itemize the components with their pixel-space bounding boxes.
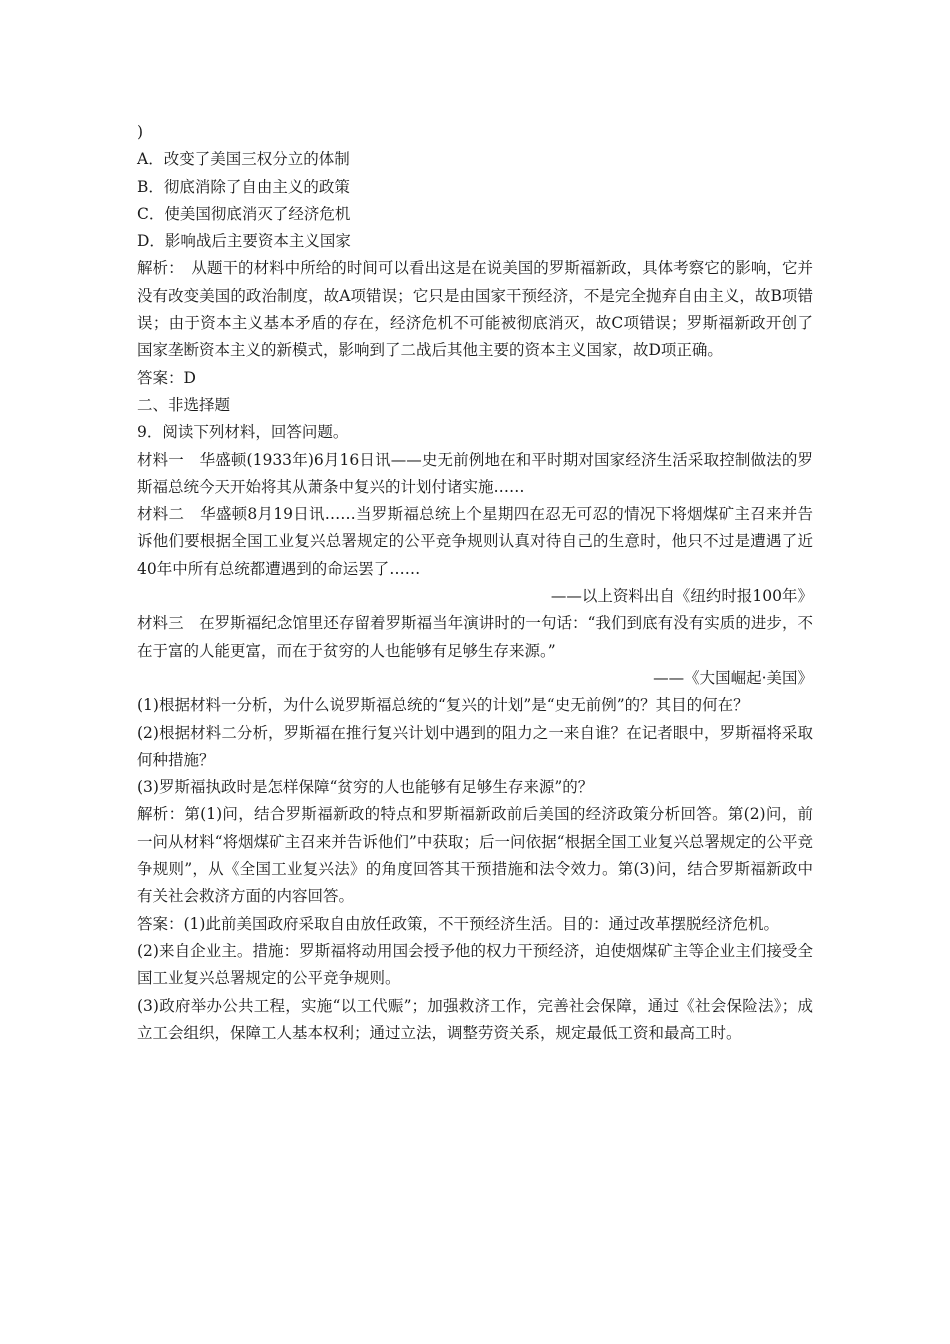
q9-material-3: 材料三 在罗斯福纪念馆里还存留着罗斯福当年演讲时的一句话：“我们到底有没有实质的进步，不在于富的人能更富，而在于贫穷的人也能够有足够生存来源。”: [137, 614, 813, 660]
q8-analysis: 解析： 从题干的材料中所给的时间可以看出这是在说美国的罗斯福新政，具体考察它的影响，它并没有改变美国的政治制度，故A项错误；它只是由国家干预经济，不是完全抛弃自由主义，故B项错误；由于资本主义基本矛盾的存在，经济危机不可能被彻底消灭，故C项错误；罗斯福新政开创了国家垄断资本主义的新模式，影响到了二战后其他主要的资本主义国家，故D项正确。: [137, 259, 813, 360]
q9-question-1: (1)根据材料一分析，为什么说罗斯福总统的“复兴的计划”是“史无前例”的？其目的何在？: [137, 696, 749, 715]
q9-source-1-2: ——以上资料出自《纽约时报100年》: [550, 587, 813, 606]
q9-source-3: ——《大国崛起·美国》: [653, 668, 813, 687]
q9-answer-1: 答案：(1)此前美国政府采取自由放任政策，不干预经济生活。目的：通过改革摆脱经济危机。: [137, 914, 779, 933]
q8-stem-tail: ): [137, 123, 144, 141]
q8-answer: 答案：D: [137, 368, 196, 387]
q9-question-2: (2)根据材料二分析，罗斯福在推行复兴计划中遇到的阻力之一来自谁？在记者眼中，罗斯福将采取何种措施？: [137, 723, 813, 769]
q9-material-2: 材料二 华盛顿8月19日讯……当罗斯福总统上个星期四在忍无可忍的情况下将烟煤矿主召来并告诉他们要根据全国工业复兴总署规定的公平竞争规则认真对待自己的生意时，他只不过是遭遇了近40年中所有总统都遭遇到的命运罢了……: [137, 505, 813, 578]
q8-option-b: B．彻底消除了自由主义的政策: [137, 177, 350, 196]
section-title: 二、非选择题: [137, 395, 231, 414]
q9-question-3: (3)罗斯福执政时是怎样保障“贫穷的人也能够有足够生存来源”的？: [137, 778, 594, 797]
q9-answer-2: (2)来自企业主。措施：罗斯福将动用国会授予他的权力干预经济，迫使烟煤矿主等企业主们接受全国工业复兴总署规定的公平竞争规则。: [137, 941, 813, 988]
q8-option-a: A．改变了美国三权分立的体制: [137, 150, 350, 169]
document-page: [137, 119, 813, 1047]
q8-option-c: C．使美国彻底消灭了经济危机: [137, 204, 351, 223]
q9-prompt: 9．阅读下列材料，回答问题。: [137, 423, 349, 442]
q9-material-1: 材料一 华盛顿(1933年)6月16日讯——史无前例地在和平时期对国家经济生活采取控制做法的罗斯福总统今天开始将其从萧条中复兴的计划付诸实施……: [137, 450, 813, 496]
q9-answer-3: (3)政府举办公共工程，实施“以工代赈”；加强救济工作，完善社会保障，通过《社会保险法》；成立工会组织，保障工人基本权利；通过立法，调整劳资关系，规定最低工资和最高工时。: [137, 996, 813, 1042]
q8-option-d: D．影响战后主要资本主义国家: [137, 232, 351, 251]
q9-analysis: 解析：第(1)问，结合罗斯福新政的特点和罗斯福新政前后美国的经济政策分析回答。第(2)问，前一问从材料“将烟煤矿主召来并告诉他们”中获取；后一问依据“根据全国工业复兴总署规定的公平竞争规则”，从《全国工业复兴法》的角度回答其干预措施和法令效力。第(3)问，结合罗斯福新政中有关社会救济方面的内容回答。: [137, 805, 813, 906]
